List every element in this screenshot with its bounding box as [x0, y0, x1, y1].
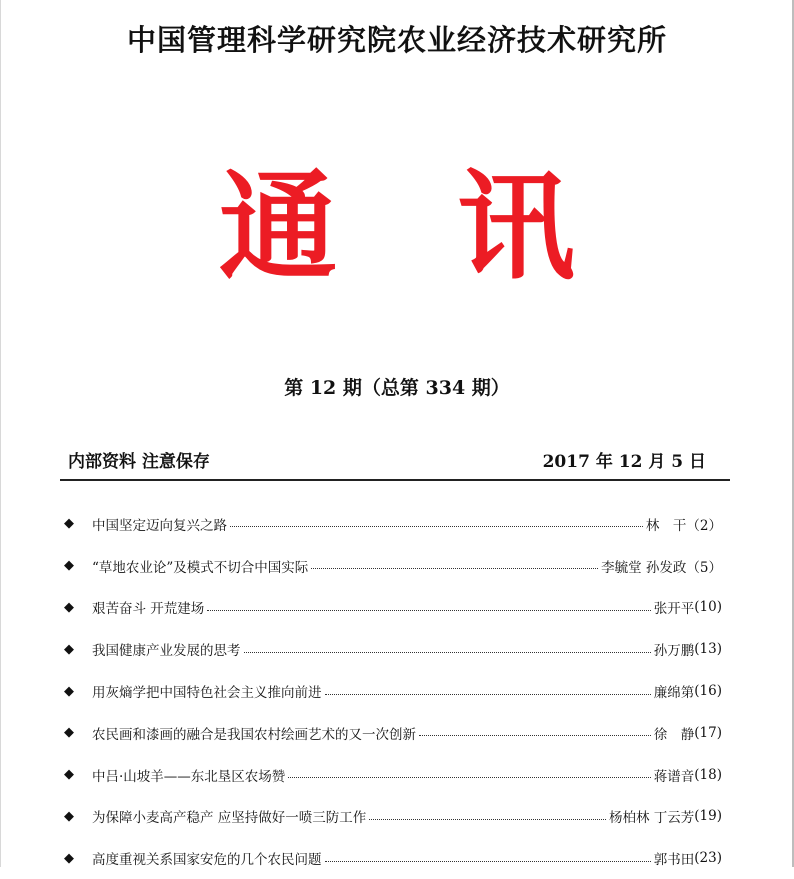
toc-title: 用灰熵学把中国特色社会主义推向前进 [92, 685, 322, 702]
toc-row[interactable] [64, 628, 722, 670]
newsletter-title: 通讯 [218, 157, 695, 296]
toc-row[interactable] [64, 837, 722, 879]
toc-title: 中吕·山坡羊——东北垦区农场赞 [92, 768, 286, 785]
toc-page: (19) [694, 808, 722, 825]
toc-page: (23) [694, 850, 722, 867]
toc-leader [288, 777, 650, 778]
toc-row[interactable] [64, 796, 722, 838]
organization-name: 中国管理科学研究院农业经济技术研究所 [126, 23, 667, 57]
toc-page: (17) [694, 724, 722, 741]
toc-title: 艰苦奋斗 开荒建场 [92, 601, 205, 618]
toc-row[interactable] [64, 670, 722, 712]
toc-author: 杨柏林 丁云芳 [608, 810, 695, 827]
diamond-bullet-icon: ◆ [64, 808, 74, 824]
toc-leader [207, 610, 650, 611]
diamond-bullet-icon: ◆ [64, 599, 74, 615]
toc-author: 李毓堂 孙发政 [601, 559, 687, 576]
toc-leader [230, 526, 643, 527]
toc-title: 为保障小麦高产稳产 应坚持做好一喷三防工作 [92, 810, 367, 827]
toc-row[interactable] [64, 754, 722, 796]
toc-title: 高度重视关系国家安危的几个农民问题 [92, 852, 322, 869]
diamond-bullet-icon: ◆ [64, 516, 74, 532]
publication-date: 2017 年 12 月 5 日 [542, 452, 706, 472]
toc-author: 林 干 [645, 517, 687, 534]
issue-number: 第 12 期（总第 334 期） [284, 377, 510, 399]
toc-title: 我国健康产业发展的思考 [92, 643, 241, 660]
toc-leader [369, 819, 606, 820]
toc-leader [419, 735, 651, 736]
diamond-bullet-icon: ◆ [64, 767, 74, 783]
toc-page: （2） [686, 517, 722, 534]
toc-row[interactable] [64, 503, 722, 545]
toc-author: 蒋谱音 [653, 768, 695, 785]
page-edge-left [0, 0, 1, 867]
toc-leader [244, 652, 651, 653]
diamond-bullet-icon: ◆ [64, 850, 74, 866]
header-divider [60, 479, 730, 481]
toc-author: 廉绵第 [653, 685, 695, 702]
toc-row[interactable] [64, 712, 722, 754]
toc-author: 徐 静 [653, 726, 695, 743]
diamond-bullet-icon: ◆ [64, 641, 74, 657]
toc-leader [325, 861, 651, 862]
toc-page: （5） [686, 559, 722, 576]
toc-page: (18) [694, 766, 722, 783]
toc-page: (13) [694, 641, 722, 658]
diamond-bullet-icon: ◆ [64, 558, 74, 574]
toc-row[interactable] [64, 545, 722, 587]
toc-page: (10) [694, 599, 722, 616]
toc-leader [325, 694, 651, 695]
toc-author: 张开平 [653, 601, 695, 618]
toc-row[interactable] [64, 587, 722, 629]
toc-title: “草地农业论”及模式不切合中国实际 [92, 559, 309, 576]
toc-leader [311, 568, 598, 569]
toc-page: (16) [694, 683, 722, 700]
toc-title: 农民画和漆画的融合是我国农村绘画艺术的又一次创新 [92, 726, 416, 743]
classification-notice: 内部资料 注意保存 [68, 452, 210, 472]
table-of-contents [64, 503, 722, 879]
diamond-bullet-icon: ◆ [64, 725, 74, 741]
diamond-bullet-icon: ◆ [64, 683, 74, 699]
toc-title: 中国坚定迈向复兴之路 [92, 517, 227, 534]
toc-author: 孙万鹏 [653, 643, 695, 660]
toc-author: 郭书田 [653, 852, 695, 869]
